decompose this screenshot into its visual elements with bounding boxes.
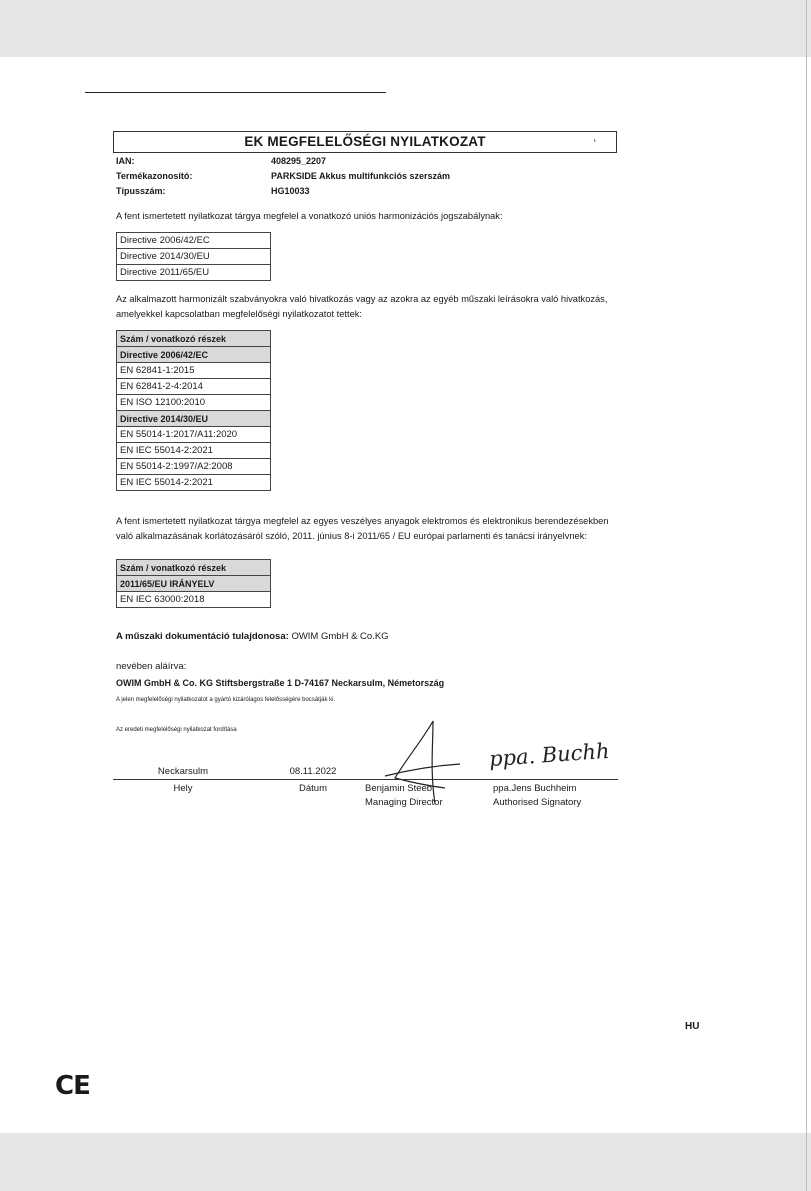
signature-buchheim: ppa. Buchh — [488, 738, 611, 772]
standards-intro-text: Az alkalmazott harmonizált szabványokra való hivatkozás vagy az azokra az egyéb műszaki leírásokra való hivatkozás, amelyekkel kapcsolatban megfelelőségi nyilatkozatot tettek: — [116, 294, 608, 319]
table-cell: Directive 2006/42/EC — [117, 233, 271, 249]
page-edge-line — [806, 0, 807, 1191]
rohs-table — [116, 559, 271, 608]
table-row — [117, 576, 271, 592]
meta-value: PARKSIDE Akkus multifunkciós szerszám — [271, 171, 451, 181]
meta-value: 408295_2207 — [271, 156, 327, 166]
rohs-intro-text: A fent ismertetett nyilatkozat tárgya megfelel az egyes veszélyes anyagok elektromos és elektronikus berendezésekben való alkalmazásának korlátozásáról szóló, 2011. június 8-i 2011/65 / EU európai parlamenti és tanácsi irányelvnek: — [116, 516, 609, 541]
table-row — [117, 395, 271, 411]
table-cell: Directive 2011/65/EU — [117, 265, 271, 281]
table-cell: EN 55014-1:2017/A11:2020 — [117, 427, 271, 443]
owner-value: OWIM GmbH & Co.KG — [291, 631, 389, 642]
table-row — [117, 363, 271, 379]
signer2-name: ppa.Jens Buchheim — [493, 783, 577, 794]
top-margin-band — [0, 0, 811, 57]
responsibility-note: A jelen megfelelőségi nyilatkozatot a gyártó kizárólagos felelősségére bocsátják ki. — [116, 697, 336, 703]
language-code: HU — [685, 1021, 700, 1032]
header-rule — [85, 92, 386, 93]
table-row — [117, 560, 271, 576]
table-header-cell: Szám / vonatkozó részek — [117, 331, 271, 347]
table-row — [117, 443, 271, 459]
translation-note: Az eredeti megfelelőségi nyilatkozat fordítása — [116, 727, 237, 733]
meta-row-ian — [113, 155, 617, 170]
directives-table — [116, 232, 271, 281]
table-row — [117, 459, 271, 475]
table-header-cell: 2011/65/EU IRÁNYELV — [117, 576, 271, 592]
table-row — [117, 475, 271, 491]
date-label: Dátum — [299, 783, 327, 794]
table-cell: EN IEC 55014-2:2021 — [117, 475, 271, 491]
table-cell: EN 55014-2:1997/A2:2008 — [117, 459, 271, 475]
document-title-box — [113, 131, 617, 153]
table-cell: EN IEC 55014-2:2021 — [117, 443, 271, 459]
table-row — [117, 233, 271, 249]
meta-value: HG10033 — [271, 186, 310, 196]
meta-label: Termékazonosító: — [116, 171, 193, 181]
table-row — [117, 265, 271, 281]
table-row — [117, 379, 271, 395]
table-row — [117, 592, 271, 608]
ce-mark-icon: CE — [55, 1071, 90, 1101]
meta-label: IAN: — [116, 156, 135, 166]
standards-table — [116, 330, 271, 491]
table-cell: Directive 2014/30/EU — [117, 249, 271, 265]
bottom-margin-band — [0, 1133, 811, 1191]
meta-row-product-id — [113, 170, 617, 185]
table-cell: EN IEC 63000:2018 — [117, 592, 271, 608]
table-row — [117, 411, 271, 427]
table-header-cell: Directive 2014/30/EU — [117, 411, 271, 427]
place-value: Neckarsulm — [157, 766, 209, 777]
table-cell: EN ISO 12100:2010 — [117, 395, 271, 411]
intro-text: A fent ismertetett nyilatkozat tárgya megfelel a vonatkozó uniós harmonizációs jogszabálynak: — [116, 211, 503, 221]
signer2 — [493, 782, 603, 810]
table-row — [117, 331, 271, 347]
table-row — [117, 249, 271, 265]
table-row — [117, 347, 271, 363]
table-cell: EN 62841-2-4:2014 — [117, 379, 271, 395]
product-meta — [113, 155, 617, 200]
signer1-name: Benjamin Steeb — [365, 783, 433, 794]
table-cell: EN 62841-1:2015 — [117, 363, 271, 379]
meta-row-type-number — [113, 185, 617, 200]
document-title: EK MEGFELELŐSÉGI NYILATKOZAT — [244, 134, 486, 149]
signed-on-behalf: nevében aláírva: — [116, 661, 187, 672]
signature-rule — [113, 779, 618, 780]
place-label: Hely — [173, 783, 193, 794]
signer1-role: Managing Director — [365, 797, 443, 808]
table-header-cell: Szám / vonatkozó részek — [117, 560, 271, 576]
table-row — [117, 427, 271, 443]
documentation-owner — [116, 631, 389, 643]
signer1 — [365, 782, 460, 810]
signer2-role: Authorised Signatory — [493, 797, 582, 808]
title-mark: ' — [593, 138, 596, 148]
owner-label: A műszaki dokumentáció tulajdonosa: — [116, 631, 289, 642]
company-address: OWIM GmbH & Co. KG Stiftsbergstraße 1 D-74167 Neckarsulm, Németország — [116, 678, 445, 688]
meta-label: Típusszám: — [116, 186, 166, 196]
table-header-cell: Directive 2006/42/EC — [117, 347, 271, 363]
date-value: 08.11.2022 — [289, 766, 337, 777]
